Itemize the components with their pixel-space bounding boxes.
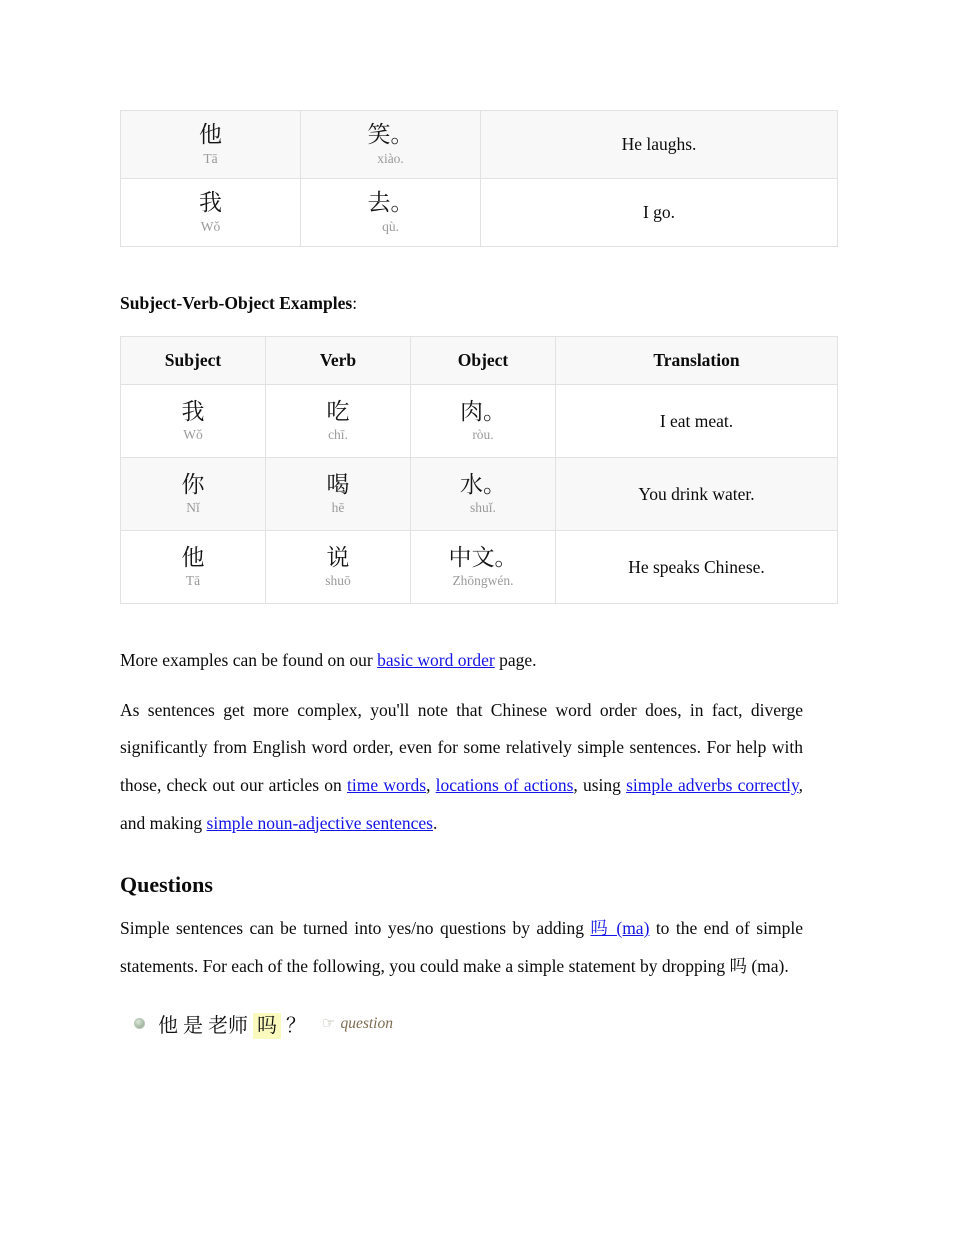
example-sentence-item [134, 1009, 960, 1038]
pinyin-text: qù. [382, 218, 399, 234]
hanzi-text: 水。 [460, 471, 506, 497]
verb-cell [266, 458, 411, 531]
hanzi-text: 我 [199, 190, 222, 216]
text-segment: 他 是 老师 [158, 1015, 253, 1038]
paragraph-complex-sentences [120, 692, 803, 843]
svo-heading-colon: : [352, 293, 358, 313]
text-segment: ？ [281, 1015, 306, 1038]
subject-cell [121, 179, 301, 247]
column-header-object: Object [411, 337, 556, 385]
subject-cell [121, 385, 266, 458]
hanzi-text: 说 [326, 544, 350, 570]
translation-cell: I eat meat. [556, 385, 838, 458]
hanzi-text: 去。 [367, 190, 414, 216]
link-ma-particle[interactable]: 吗 (ma) [590, 918, 650, 939]
column-header-verb: Verb [266, 337, 411, 385]
bullet-icon [134, 1018, 145, 1029]
pinyin-text: shuō [325, 573, 351, 589]
hanzi-text: 你 [181, 471, 205, 497]
link-locations-of-actions[interactable]: locations of actions [435, 774, 574, 795]
verb-cell [266, 531, 411, 604]
pinyin-text: Wǒ [200, 218, 221, 234]
text-segment: page. [494, 650, 537, 670]
text-segment: Simple sentences can be turned into yes/no questions by adding [120, 918, 591, 939]
link-simple-noun-adjective-sentences[interactable]: simple noun-adjective sentences [206, 812, 433, 833]
object-cell [411, 458, 556, 531]
example-sentence-text [158, 1009, 306, 1038]
highlighted-ma-particle: 吗 [253, 1013, 281, 1039]
verb-cell [301, 111, 481, 179]
subject-cell [121, 531, 266, 604]
link-simple-adverbs-correctly[interactable]: simple adverbs correctly [626, 774, 799, 795]
translation-cell: He laughs. [481, 111, 838, 179]
hanzi-text: 他 [181, 544, 205, 570]
table-row [121, 111, 838, 179]
hanzi-text: 中文。 [448, 544, 518, 570]
verb-cell [301, 179, 481, 247]
text-segment: , and making [120, 774, 803, 833]
text-segment: , using [573, 774, 627, 795]
svo-examples-heading [120, 293, 960, 314]
pinyin-text: ròu. [472, 427, 494, 443]
translation-cell: I go. [481, 179, 838, 247]
table-header-row [121, 337, 838, 385]
table-row [121, 458, 838, 531]
link-basic-word-order[interactable]: basic word order [377, 650, 495, 670]
pinyin-text: shuǐ. [470, 500, 496, 516]
pinyin-text: Zhōngwén. [452, 573, 514, 589]
object-cell [411, 385, 556, 458]
pointing-hand-icon: ☞ [322, 1016, 336, 1033]
hanzi-text: 我 [181, 398, 205, 424]
paragraph-more-examples [120, 642, 803, 680]
example-sentence-list [120, 1009, 960, 1038]
text-segment: . [432, 812, 438, 833]
verb-cell [266, 385, 411, 458]
pinyin-text: hē [331, 500, 345, 516]
hanzi-text: 吃 [326, 398, 350, 424]
column-header-subject: Subject [121, 337, 266, 385]
hanzi-text: 肉。 [460, 398, 506, 424]
text-segment: to the end of simple statements. For each of the following, you could make a simple statement by dropping 吗 (ma). [120, 918, 803, 976]
subject-verb-examples-table [120, 110, 838, 247]
questions-heading: Questions [120, 872, 213, 898]
table-row [121, 531, 838, 604]
column-header-translation: Translation [556, 337, 838, 385]
pinyin-text: chī. [328, 427, 348, 443]
link-time-words[interactable]: time words [347, 774, 427, 795]
translation-cell: You drink water. [556, 458, 838, 531]
svo-examples-table [120, 336, 838, 604]
annotation-label: question [340, 1015, 393, 1033]
hanzi-text: 喝 [326, 471, 350, 497]
pinyin-text: Nǐ [186, 500, 200, 516]
pinyin-text: xiào. [377, 150, 404, 166]
example-annotation [322, 1014, 393, 1033]
table-row [121, 179, 838, 247]
object-cell [411, 531, 556, 604]
svo-heading-bold-text: Subject-Verb-Object Examples [120, 293, 353, 313]
subject-cell [121, 111, 301, 179]
hanzi-text: 他 [199, 122, 222, 148]
paragraph-questions-intro [120, 910, 803, 985]
text-segment: As sentences get more complex, you'll note that Chinese word order does, in fact, diverge significantly from English word order, even for some relatively simple sentences. For help with those, check out our articles on [120, 699, 803, 795]
pinyin-text: Tā [185, 573, 201, 589]
table-row [121, 385, 838, 458]
text-segment: More examples can be found on our [120, 650, 378, 670]
subject-cell [121, 458, 266, 531]
translation-cell: He speaks Chinese. [556, 531, 838, 604]
pinyin-text: Tā [203, 150, 218, 166]
text-segment: , [426, 774, 436, 795]
pinyin-text: Wǒ [183, 427, 203, 443]
hanzi-text: 笑。 [367, 122, 414, 148]
